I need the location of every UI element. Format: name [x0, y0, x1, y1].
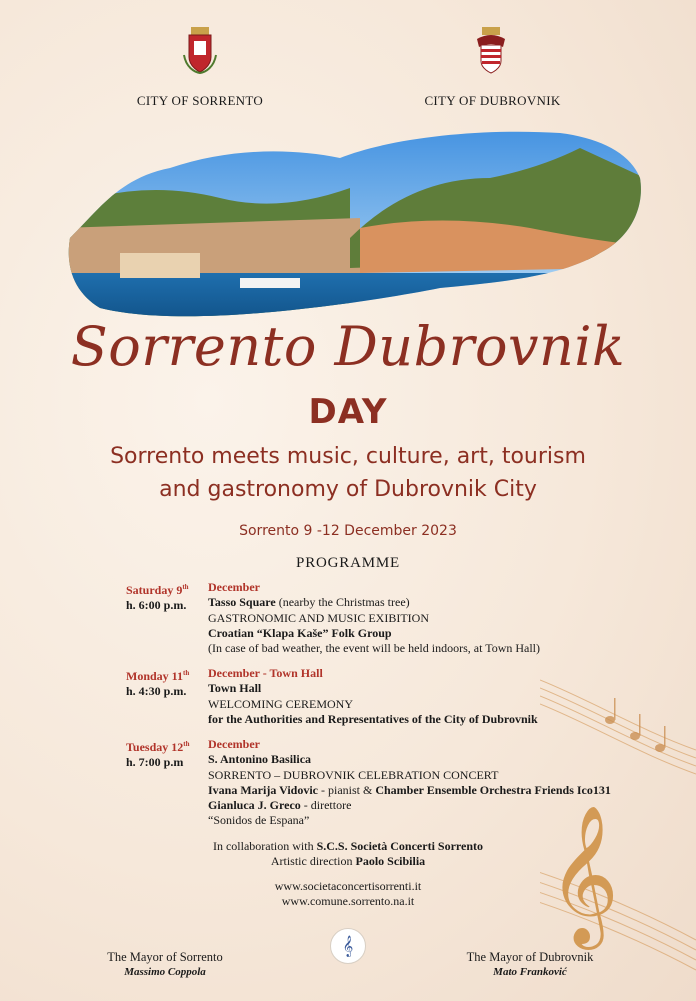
- day-event: GASTRONOMIC AND MUSIC EXIBITION: [208, 610, 430, 625]
- mayor-sorrento: [90, 950, 240, 980]
- mayor-name: Massimo Coppola: [124, 966, 206, 978]
- day-time: h. 7:00 p.m: [126, 755, 184, 770]
- direction-prefix: Artistic direction: [270, 854, 356, 868]
- day-month: December: [208, 580, 260, 594]
- day-event: SORRENTO – DUBROVNIK CELEBRATION CONCERT: [208, 767, 499, 782]
- collab-org: S.C.S. Società Concerti Sorrento: [316, 839, 484, 853]
- mayor-title: The Mayor of Dubrovnik: [466, 950, 594, 964]
- day-weekday: Tuesday 12: [126, 740, 184, 754]
- day-month: December: [208, 737, 260, 751]
- dubrovnik-crest-icon: [473, 25, 509, 75]
- coastal-panorama-image: [60, 118, 645, 328]
- day-audience: for the Authorities and Representatives of the City of Dubrovnik: [208, 711, 538, 726]
- concert-title: “Sonidos de Espana”: [208, 813, 310, 828]
- day-weekday: Monday 11: [126, 669, 184, 683]
- day-venue-note: (nearby the Christmas tree): [275, 595, 410, 610]
- mayor-title: The Mayor of Sorrento: [107, 950, 223, 964]
- event-title-script: Sorrento Dubrovnik: [70, 315, 626, 378]
- treble-clef-icon: 𝄞: [548, 805, 619, 944]
- programme-heading: PROGRAMME: [296, 555, 400, 571]
- event-subtitle: [40, 440, 656, 506]
- event-dates: Sorrento 9 -12 December 2023: [239, 523, 457, 539]
- day-venue: Tasso Square: [208, 595, 276, 610]
- subtitle-line-1: Sorrento meets music, culture, art, tourism: [110, 444, 586, 469]
- collaboration-credits: [0, 839, 696, 869]
- scs-seal-icon: 𝄞: [330, 928, 366, 964]
- day-event: WELCOMING CEREMONY: [208, 696, 353, 711]
- performer-director: Gianluca J. Greco: [208, 798, 301, 813]
- day-time: h. 4:30 p.m.: [126, 684, 187, 699]
- day-month: December - Town Hall: [208, 666, 323, 680]
- day-performer: Croatian “Klapa Kaše” Folk Group: [208, 625, 392, 640]
- website-links: [0, 879, 696, 909]
- city-of-dubrovnik-label: CITY OF DUBROVNIK: [424, 93, 561, 108]
- day-weekday: Saturday 9: [126, 583, 183, 597]
- day-venue: Town Hall: [208, 681, 262, 696]
- mayor-dubrovnik: [450, 950, 610, 980]
- day-venue: S. Antonino Basilica: [208, 752, 312, 767]
- day-time: h. 6:00 p.m.: [126, 598, 187, 613]
- performer-director-role: - direttore: [300, 798, 352, 813]
- performer-ensemble: Chamber Ensemble Orchestra Friends Ico131: [375, 782, 611, 797]
- website-link-scs[interactable]: www.societaconcertisorrenti.it: [274, 879, 422, 893]
- artistic-director: Paolo Scibilia: [355, 854, 426, 868]
- website-link-comune[interactable]: www.comune.sorrento.na.it: [281, 894, 415, 908]
- performer-connector: - pianist &: [318, 782, 376, 797]
- subtitle-line-2: and gastronomy of Dubrovnik City: [159, 477, 537, 502]
- mayor-name: Mato Franković: [493, 966, 567, 978]
- performer-pianist: Ivana Marija Vidovic: [208, 782, 318, 797]
- collab-prefix: In collaboration with: [212, 839, 317, 853]
- sorrento-crest-icon: [182, 25, 218, 75]
- event-title-day: DAY: [308, 392, 388, 432]
- city-of-sorrento-label: CITY OF SORRENTO: [136, 93, 264, 108]
- day-note: (In case of bad weather, the event will be held indoors, at Town Hall): [208, 641, 541, 656]
